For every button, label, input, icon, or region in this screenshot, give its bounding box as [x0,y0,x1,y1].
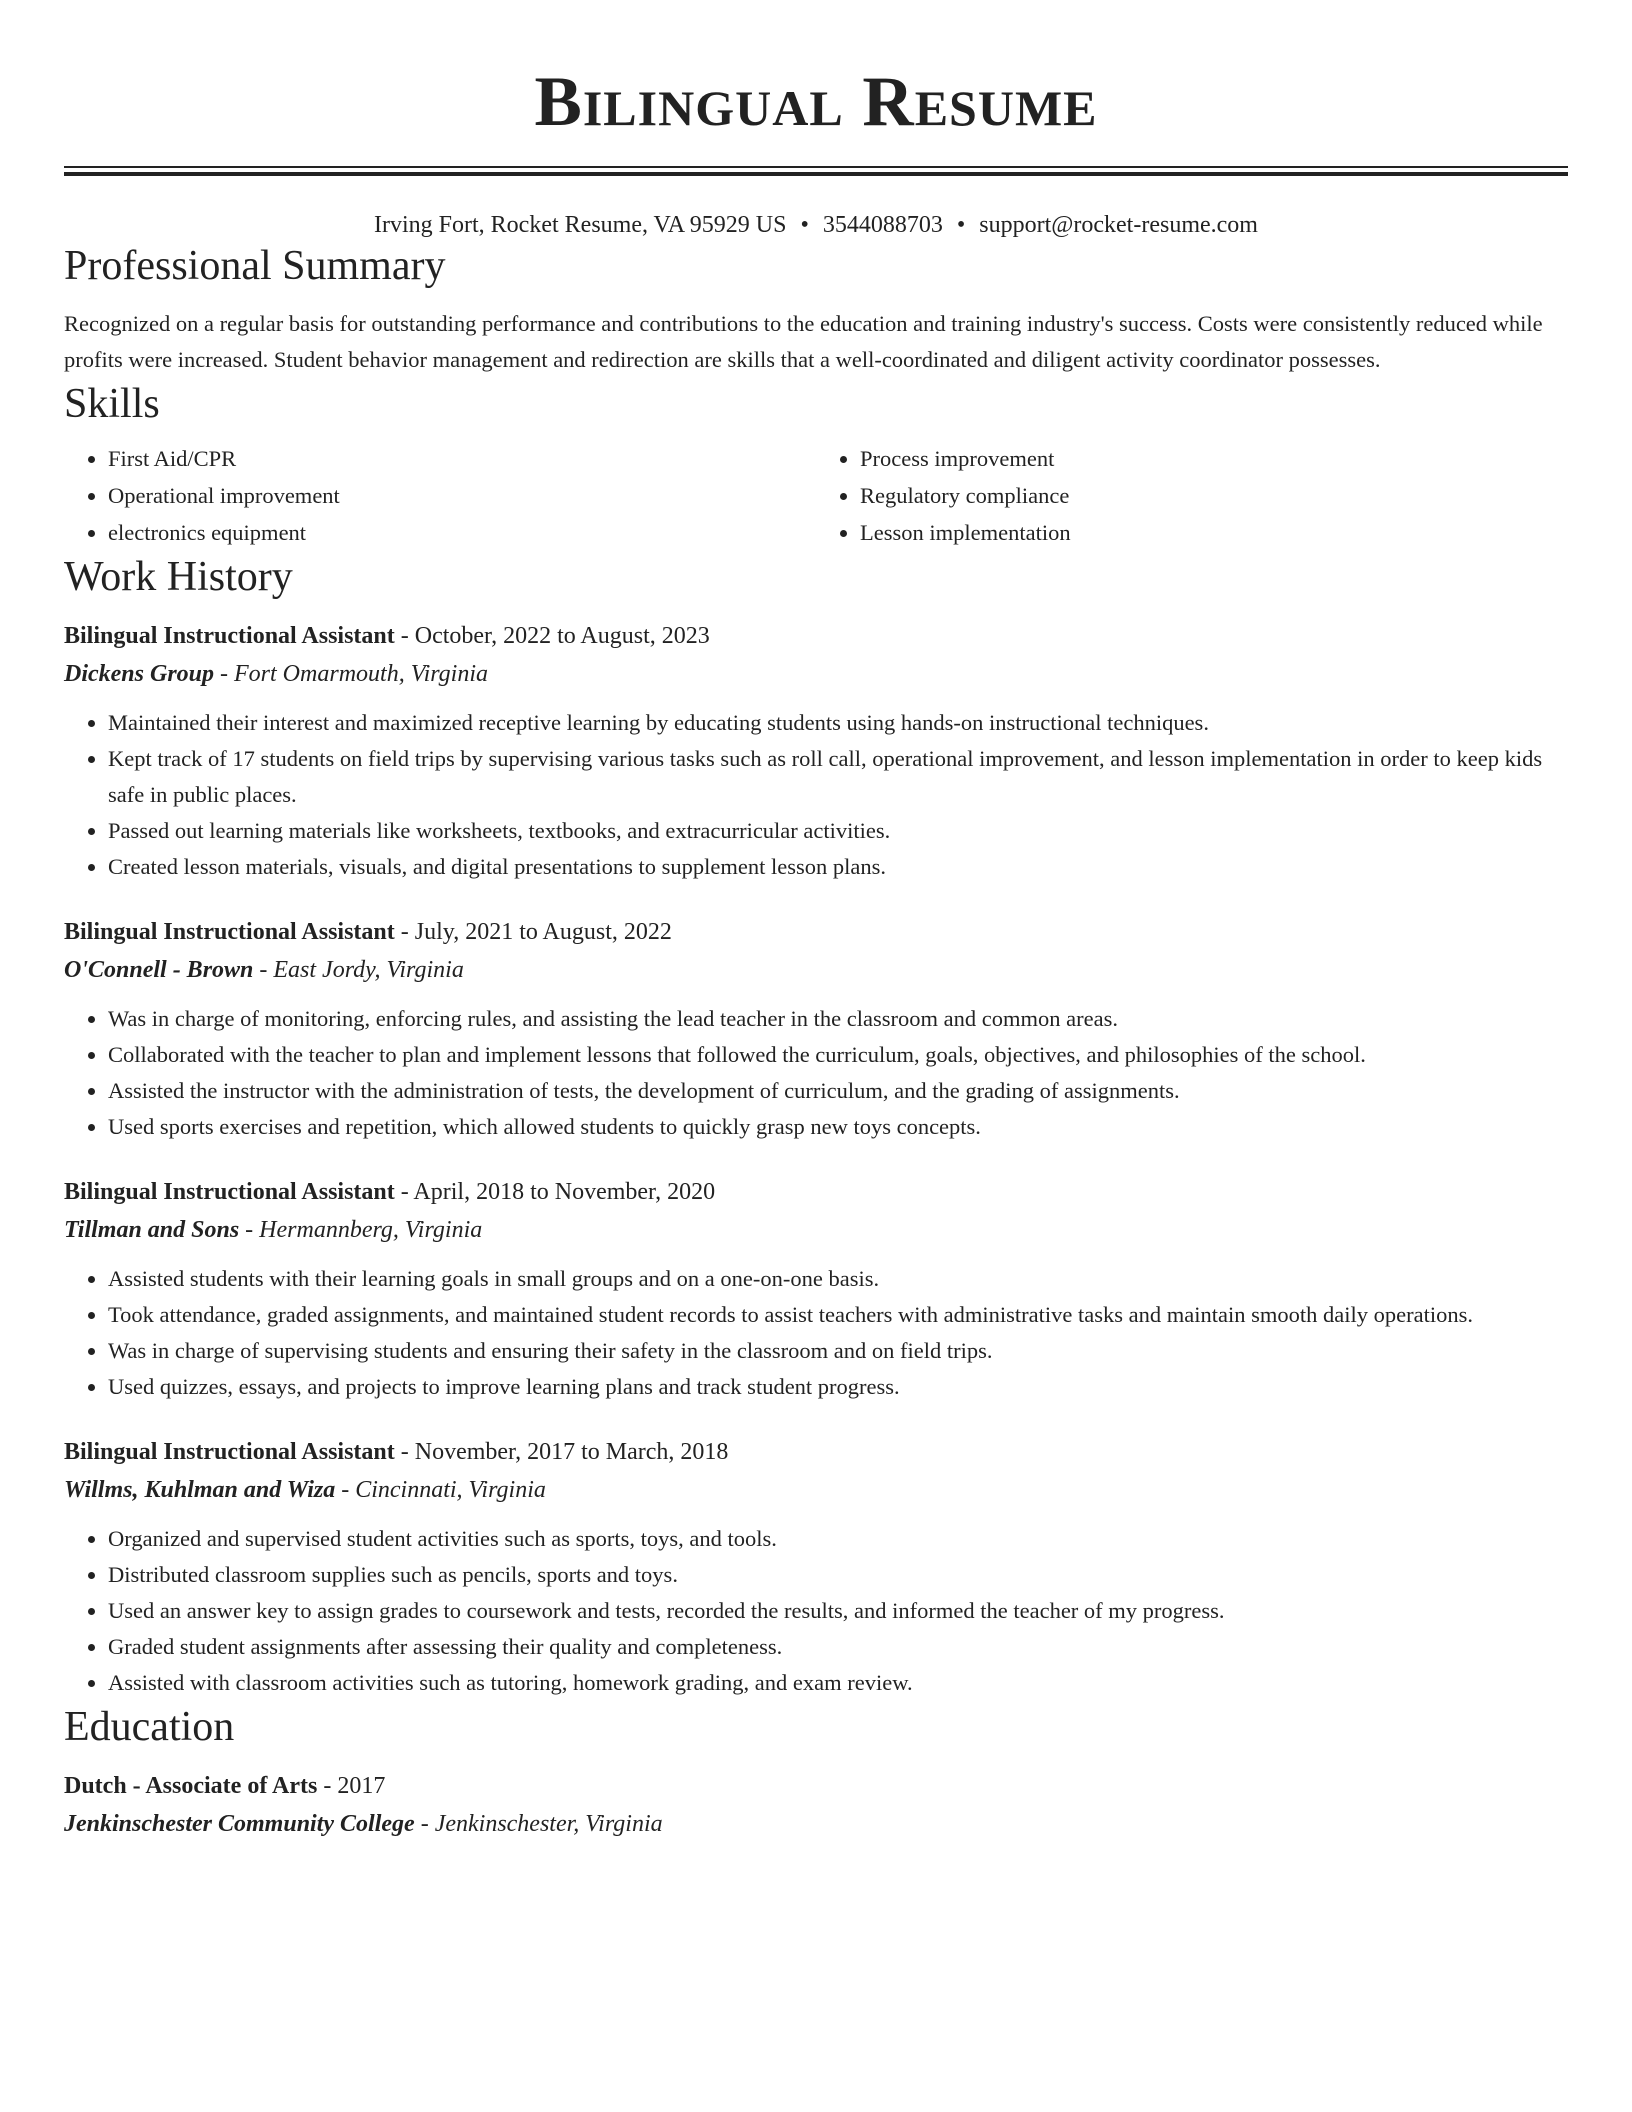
contact-address: Irving Fort, Rocket Resume, VA 95929 US [374,212,787,238]
education-heading: Education [64,1704,235,1750]
job-bullet: • Collaborated with the teacher to plan and implement lessons that followed the curriculum, goals, objectives, and philosophies of the school. [108,1037,1568,1073]
skills-heading: Skills [64,381,160,427]
job-bullet: • Organized and supervised student activities such as sports, toys, and tools. [108,1521,1568,1557]
contact-separator: • [800,212,809,238]
job-location: Fort Omarmouth, Virginia [234,661,489,687]
job-bullets [64,1521,1568,1701]
job-bullet: • Used quizzes, essays, and projects to improve learning plans and track student progress. [108,1369,1568,1405]
skills-column-right [816,440,1568,551]
job-title: Bilingual Instructional Assistant [64,1439,395,1465]
job-bullet: • Distributed classroom supplies such as pencils, sports and toys. [108,1557,1568,1593]
job-title-line: Bilingual Instructional Assistant - November, 2017 to March, 2018 [64,1439,729,1465]
job-dates: July, 2021 to August, 2022 [414,919,672,945]
education-location: Jenkinschester, Virginia [434,1811,663,1837]
job-bullet: • Used sports exercises and repetition, which allowed students to quickly grasp new toys concepts. [108,1109,1568,1145]
education-year: 2017 [337,1773,386,1799]
job-title: Bilingual Instructional Assistant [64,623,395,649]
job-company-line: Dickens Group - Fort Omarmouth, Virginia [64,661,489,687]
education-school: Jenkinschester Community College [64,1811,415,1837]
job-bullet: • Kept track of 17 students on field trips by supervising various tasks such as roll call, operational improvement, and lesson implementation in order to keep kids safe in public places. [108,741,1568,813]
summary-heading: Professional Summary [64,243,446,289]
job-title-line: Bilingual Instructional Assistant - July, 2021 to August, 2022 [64,919,672,945]
skills-column-left [64,440,816,551]
skill-item: • First Aid/CPR [108,440,816,477]
job-company: Willms, Kuhlman and Wiza [64,1477,336,1503]
job-entry [64,1173,1568,1405]
education-degree-line: Dutch - Associate of Arts - 2017 [64,1773,386,1799]
contact-phone: 3544088703 [822,212,943,238]
job-entry [64,617,1568,885]
contact-line [64,210,1568,240]
job-bullets [64,1001,1568,1145]
job-company-line: O'Connell - Brown - East Jordy, Virginia [64,957,464,983]
job-title: Bilingual Instructional Assistant [64,1179,395,1205]
job-title-line: Bilingual Instructional Assistant - April, 2018 to November, 2020 [64,1179,716,1205]
job-company: Dickens Group [64,661,215,687]
contact-email: support@rocket-resume.com [979,212,1258,238]
job-title: Bilingual Instructional Assistant [64,919,395,945]
job-dates: October, 2022 to August, 2023 [414,623,710,649]
job-bullet: • Assisted the instructor with the administration of tests, the development of curriculum, and the grading of assignments. [108,1073,1568,1109]
job-company: Tillman and Sons [64,1217,240,1243]
job-bullet: • Took attendance, graded assignments, and maintained student records to assist teachers with administrative tasks and maintain smooth daily operations. [108,1297,1568,1333]
job-company-line: Tillman and Sons - Hermannberg, Virginia [64,1217,483,1243]
job-bullet: • Assisted students with their learning goals in small groups and on a one-on-one basis. [108,1261,1568,1297]
job-entry [64,913,1568,1145]
job-bullets [64,1261,1568,1405]
job-company-line: Willms, Kuhlman and Wiza - Cincinnati, Virginia [64,1477,546,1503]
job-bullet: • Graded student assignments after assessing their quality and completeness. [108,1629,1568,1665]
job-dates: November, 2017 to March, 2018 [414,1439,729,1465]
job-location: Hermannberg, Virginia [259,1217,483,1243]
skill-item: • Operational improvement [108,477,816,514]
summary-text: Recognized on a regular basis for outstanding performance and contributions to the education and training industry's success. Costs were consistently reduced while profits were increased. Student behavior management and redirection are skills that a well-coordinated and diligent activity coordinator possesses. [64,311,1543,372]
skill-item: • Process improvement [860,440,1568,477]
job-bullet: • Maintained their interest and maximized receptive learning by educating students using hands-on instructional techniques. [108,705,1568,741]
skill-item: • electronics equipment [108,514,816,551]
job-bullet: • Used an answer key to assign grades to coursework and tests, recorded the results, and informed the teacher of my progress. [108,1593,1568,1629]
job-bullets [64,705,1568,885]
resume-title: Bilingual Resume [534,63,1098,141]
job-company: O'Connell - Brown [64,957,254,983]
skills-grid [64,440,1568,551]
job-bullet: • Was in charge of monitoring, enforcing rules, and assisting the lead teacher in the classroom and common areas. [108,1001,1568,1037]
job-bullet: • Created lesson materials, visuals, and digital presentations to supplement lesson plans. [108,849,1568,885]
job-bullet: • Assisted with classroom activities such as tutoring, homework grading, and exam review. [108,1665,1568,1701]
skill-item: • Regulatory compliance [860,477,1568,514]
job-bullet: • Passed out learning materials like worksheets, textbooks, and extracurricular activities. [108,813,1568,849]
job-location: Cincinnati, Virginia [355,1477,546,1503]
education-school-line: Jenkinschester Community College - Jenkinschester, Virginia [64,1811,663,1837]
title-divider [64,166,1568,176]
job-title-line: Bilingual Instructional Assistant - October, 2022 to August, 2023 [64,623,710,649]
contact-separator: • [956,212,966,238]
education-entry [64,1767,1568,1843]
education-degree: Dutch - Associate of Arts [64,1773,318,1799]
job-dates: April, 2018 to November, 2020 [413,1179,716,1205]
skill-item: • Lesson implementation [860,514,1568,551]
job-location: East Jordy, Virginia [273,957,464,983]
work-history-heading: Work History [64,554,293,600]
job-bullet: • Was in charge of supervising students and ensuring their safety in the classroom and on field trips. [108,1333,1568,1369]
job-entry [64,1433,1568,1701]
